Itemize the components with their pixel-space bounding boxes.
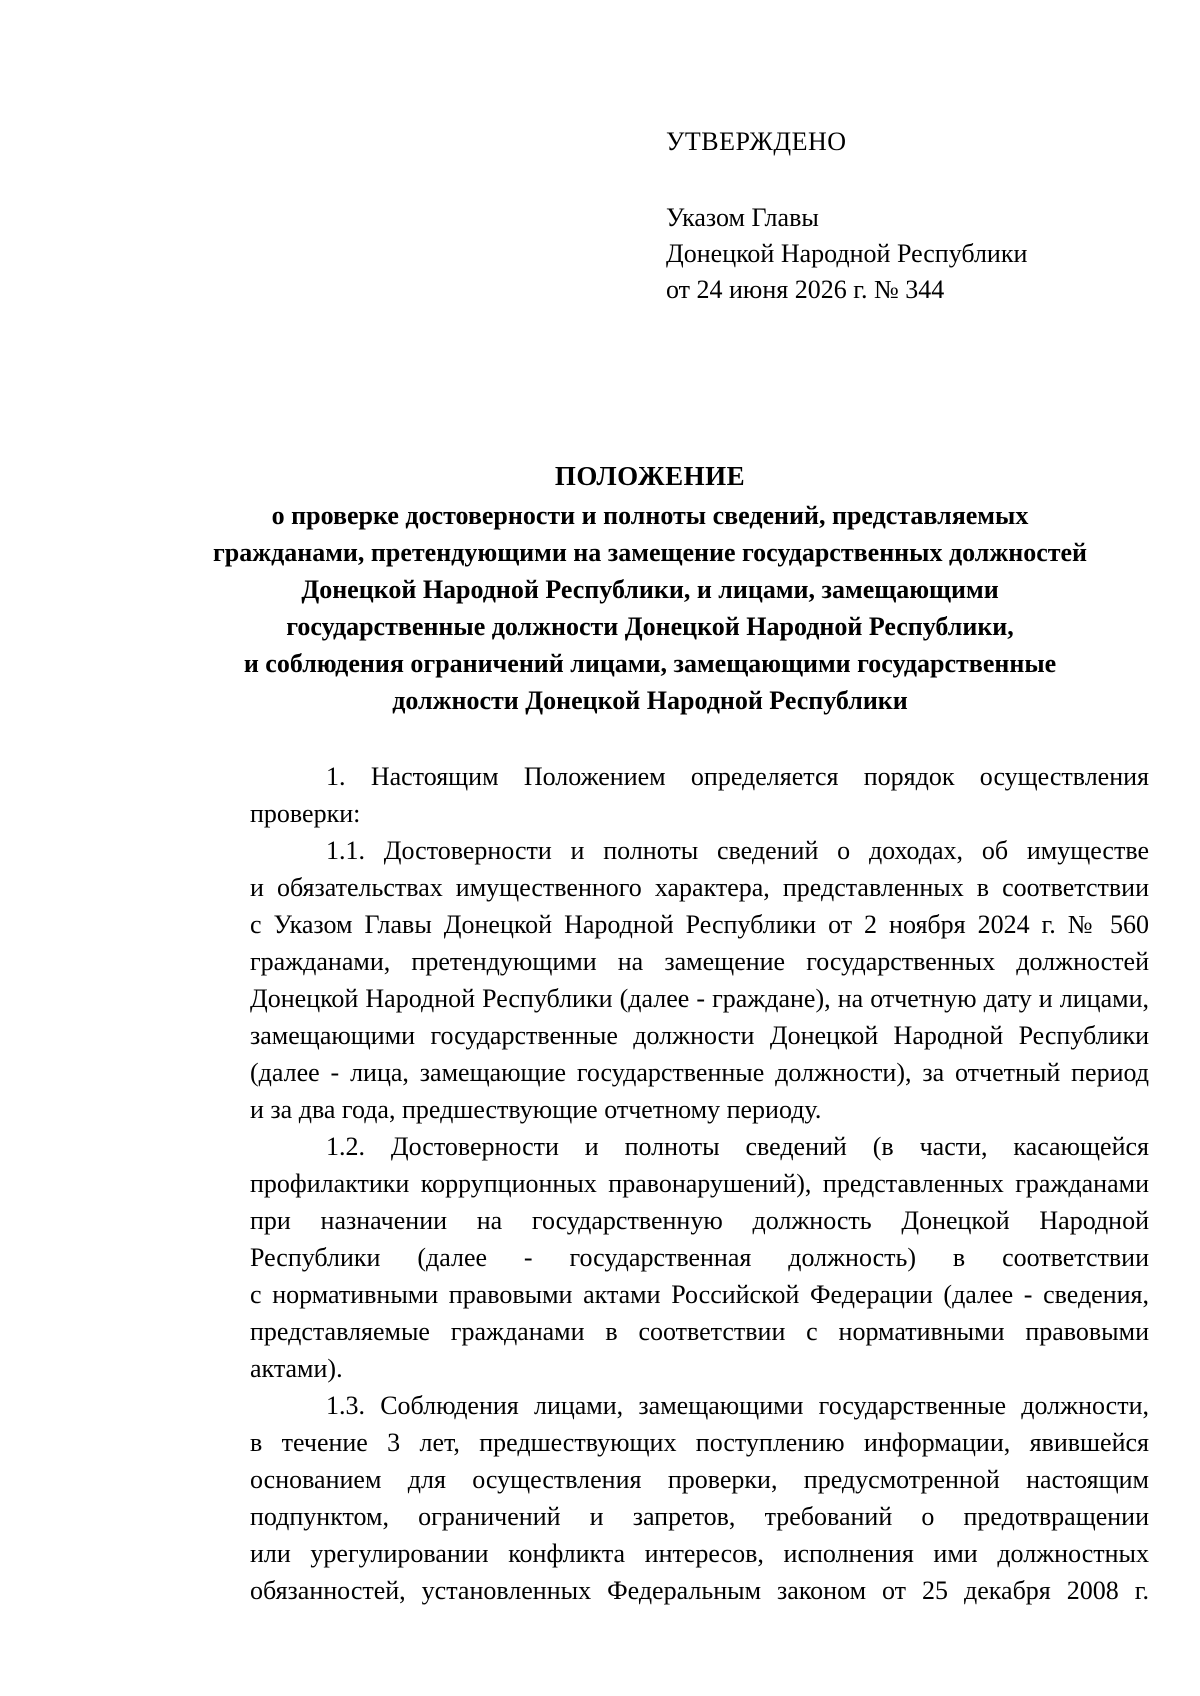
text-line: 1.2. Достоверности и полноты сведений (в части, касающейся (326, 1132, 1149, 1161)
title-subtitle-line: государственные должности Донецкой Народной Республики, (286, 612, 1014, 641)
text-line: при назначении на государственную должность Донецкой Народной (250, 1206, 1149, 1235)
text-line: подпунктом, ограничений и запретов, требований о предотвращении (250, 1502, 1149, 1531)
document-title-block (150, 458, 1150, 719)
paragraph-1-2 (174, 1128, 1149, 1387)
paragraph-1 (174, 758, 1149, 832)
text-line: профилактики коррупционных правонарушений), представленных гражданами (250, 1169, 1149, 1198)
text-line: 1.3. Соблюдения лицами, замещающими государственные должности, (326, 1391, 1149, 1420)
paragraph-1-1 (174, 832, 1149, 1128)
text-line: замещающими государственные должности Донецкой Народной Республики (250, 1021, 1149, 1050)
decree-line: Указом Главы (666, 203, 819, 232)
text-line: представляемые гражданами в соответствии с нормативными правовыми (250, 1317, 1149, 1346)
approval-label: УТВЕРЖДЕНО (666, 127, 847, 156)
text-line: проверки: (250, 799, 361, 828)
decree-line: от 24 июня 2026 г. № 344 (666, 275, 945, 304)
text-line: обязанностей, установленных Федеральным законом от 25 декабря 2008 г. (250, 1576, 1149, 1605)
title-subtitle-line: о проверке достоверности и полноты сведений, представляемых (271, 501, 1029, 530)
document-body (174, 758, 1149, 1609)
text-line: основанием для осуществления проверки, предусмотренной настоящим (250, 1465, 1149, 1494)
text-line: с Указом Главы Донецкой Народной Республики от 2 ноября 2024 г. № 560 (250, 910, 1149, 939)
document-title: ПОЛОЖЕНИЕ (554, 461, 746, 491)
title-subtitle-line: Донецкой Народной Республики, и лицами, замещающими (301, 575, 999, 604)
text-line: и за два года, предшествующие отчетному периоду. (250, 1095, 822, 1124)
text-line: с нормативными правовыми актами Российской Федерации (далее - сведения, (250, 1280, 1149, 1309)
text-line: в течение 3 лет, предшествующих поступлению информации, явившейся (250, 1428, 1149, 1457)
text-line: или урегулировании конфликта интересов, исполнения ими должностных (250, 1539, 1149, 1568)
text-line: актами). (250, 1354, 343, 1383)
text-line: Донецкой Народной Республики (далее - граждане), на отчетную дату и лицами, (250, 984, 1149, 1013)
title-subtitle-line: гражданами, претендующими на замещение государственных должностей (212, 538, 1088, 567)
paragraph-1-3 (174, 1387, 1149, 1609)
text-line: 1. Настоящим Положением определяется порядок осуществления (326, 762, 1149, 791)
text-line: (далее - лица, замещающие государственные должности), за отчетный период (250, 1058, 1149, 1087)
text-line: и обязательствах имущественного характера, представленных в соответствии (250, 873, 1149, 902)
approval-block (666, 124, 1027, 308)
title-subtitle-line: и соблюдения ограничений лицами, замещающими государственные (243, 649, 1057, 678)
text-line: Республики (далее - государственная должность) в соответствии (250, 1243, 1149, 1272)
text-line: гражданами, претендующими на замещение государственных должностей (250, 947, 1149, 976)
decree-reference (666, 200, 1027, 308)
title-subtitle-line: должности Донецкой Народной Республики (392, 686, 908, 715)
text-line: 1.1. Достоверности и полноты сведений о доходах, об имуществе (326, 836, 1149, 865)
decree-line: Донецкой Народной Республики (666, 239, 1028, 268)
